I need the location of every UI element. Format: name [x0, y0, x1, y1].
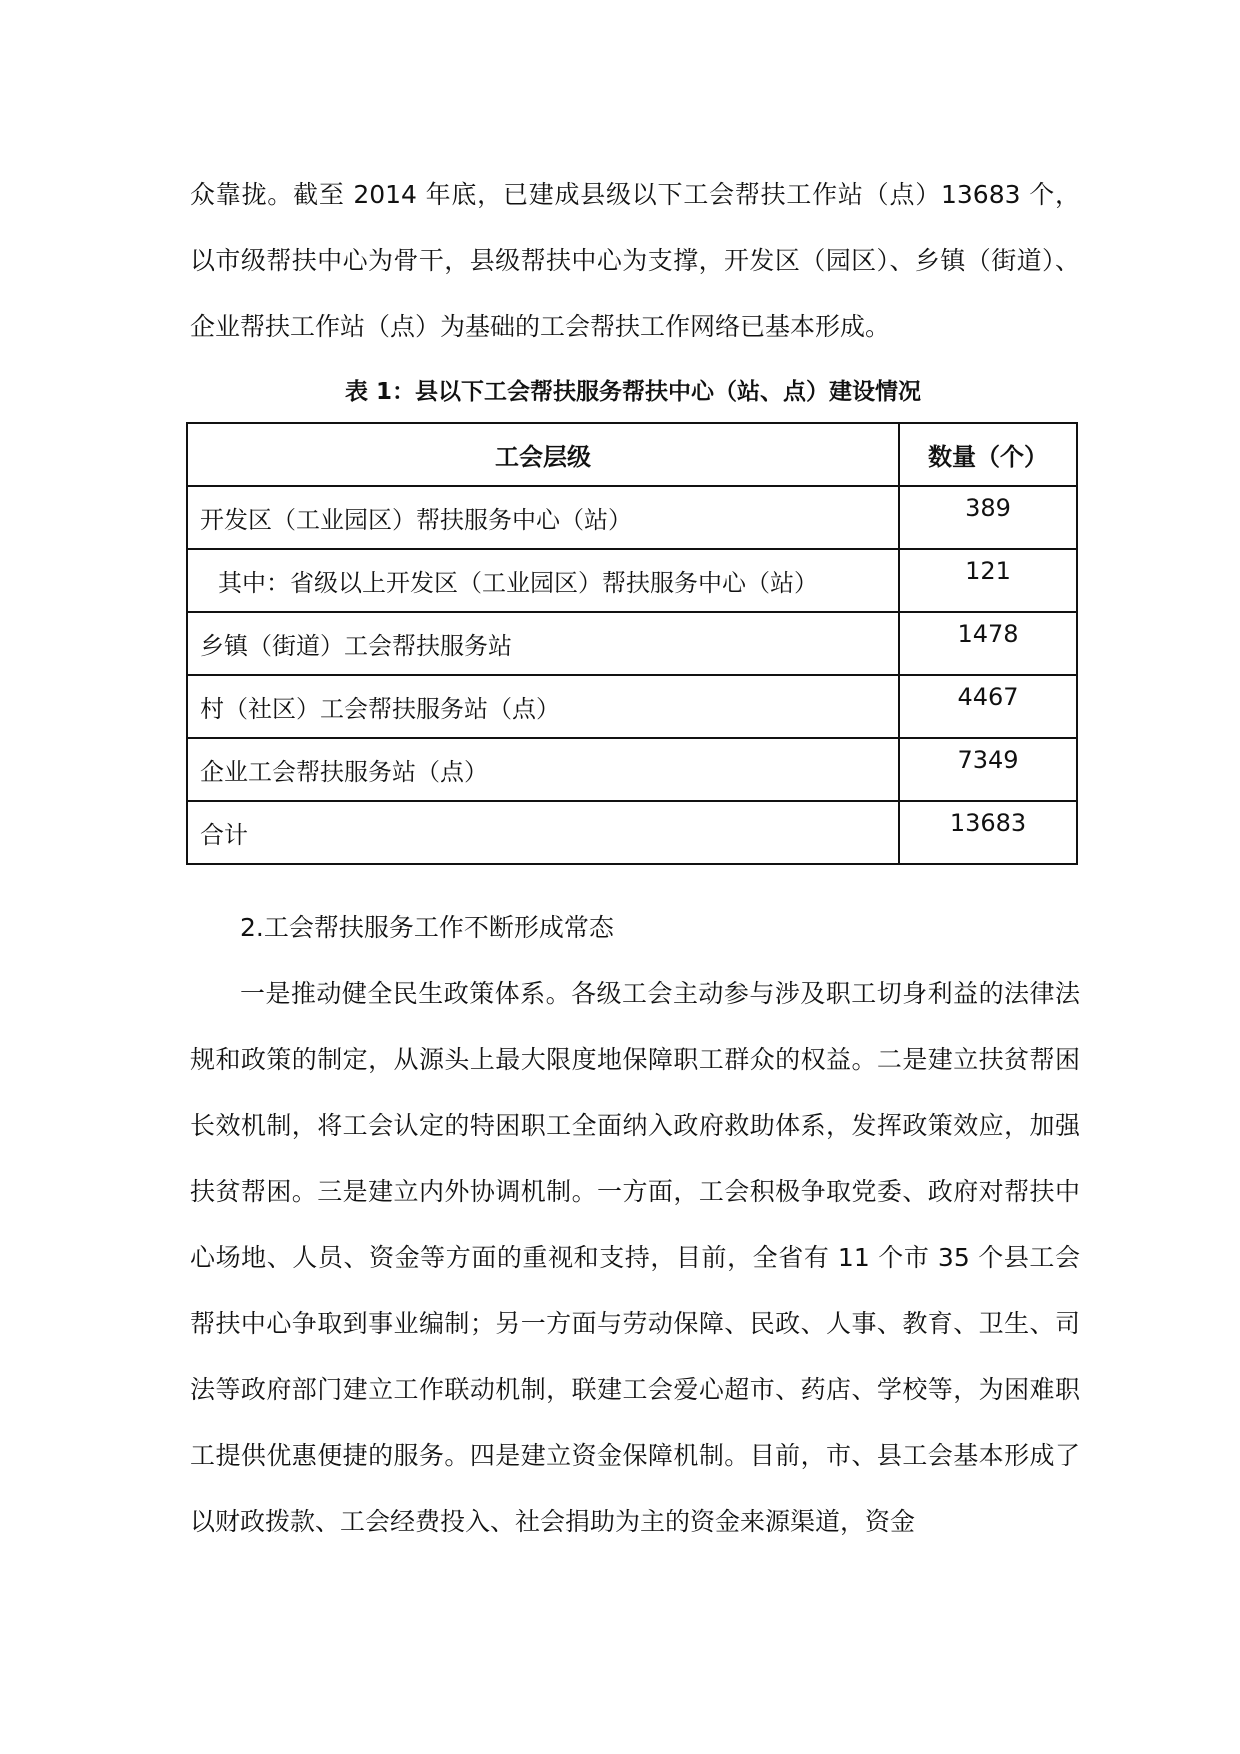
paragraph-top: 众靠拢。截至 2014 年底，已建成县级以下工会帮扶工作站（点）13683 个，以市级帮扶中心为骨干，县级帮扶中心为支撑，开发区（园区）、乡镇（街道）、企业帮扶工作站（点）为基础的工会帮扶工作网络已基本形成。: [190, 180, 1080, 341]
table-row: [187, 612, 1077, 675]
row-value: 121: [899, 549, 1077, 612]
row-label: 其中：省级以上开发区（工业园区）帮扶服务中心（站）: [187, 549, 899, 612]
row-value: 389: [899, 486, 1077, 549]
table-row: [187, 486, 1077, 549]
header-count: 数量（个）: [899, 423, 1077, 486]
row-value: 13683: [899, 801, 1077, 864]
row-value: 1478: [899, 612, 1077, 675]
table-row: [187, 549, 1077, 612]
row-value: 4467: [899, 675, 1077, 738]
row-label: 企业工会帮扶服务站（点）: [187, 738, 899, 801]
row-value: 7349: [899, 738, 1077, 801]
row-label: 合计: [187, 801, 899, 864]
row-label: 村（社区）工会帮扶服务站（点）: [187, 675, 899, 738]
row-label: 乡镇（街道）工会帮扶服务站: [187, 612, 899, 675]
header-union-level: 工会层级: [187, 423, 899, 486]
table-header-row: [187, 423, 1077, 486]
table-row: [187, 738, 1077, 801]
table-row: [187, 675, 1077, 738]
row-label: 开发区（工业园区）帮扶服务中心（站）: [187, 486, 899, 549]
section-heading: 2.工会帮扶服务工作不断形成常态: [240, 913, 614, 942]
paragraph-bottom: 一是推动健全民生政策体系。各级工会主动参与涉及职工切身利益的法律法规和政策的制定，从源头上最大限度地保障职工群众的权益。二是建立扶贫帮困长效机制，将工会认定的特困职工全面纳入政府救助体系，发挥政策效应，加强扶贫帮困。三是建立内外协调机制。一方面，工会积极争取党委、政府对帮扶中心场地、人员、资金等方面的重视和支持，目前，全省有 11 个市 35 个县工会帮扶中心争取到事业编制；另一方面与劳动保障、民政、人事、教育、卫生、司法等政府部门建立工作联动机制，联建工会爱心超市、药店、学校等，为困难职工提供优惠便捷的服务。四是建立资金保障机制。目前，市、县工会基本形成了以财政拨款、工会经费投入、社会捐助为主的资金来源渠道，资金: [190, 979, 1080, 1536]
table-row-total: [187, 801, 1077, 864]
table-caption: 表 1：县以下工会帮扶服务帮扶中心（站、点）建设情况: [344, 379, 921, 405]
statistics-table: [186, 422, 1078, 865]
